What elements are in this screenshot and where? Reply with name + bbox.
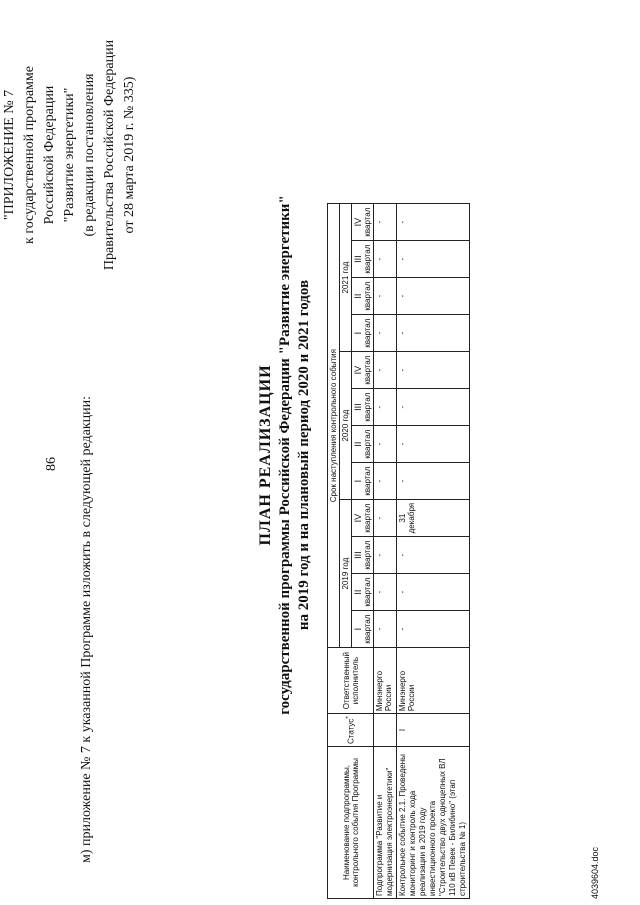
- quarter-number: III: [353, 403, 363, 411]
- quarter-number: IV: [353, 217, 363, 227]
- quarter-word: квартал: [363, 244, 372, 274]
- appendix-line: "Развитие энергетики": [62, 87, 77, 223]
- document-code: 4039604.doc: [590, 846, 600, 899]
- quarter-word: квартал: [363, 429, 372, 459]
- row-cell: -: [397, 241, 470, 278]
- quarter-number: III: [353, 551, 363, 559]
- table-row: [397, 204, 470, 899]
- quarter-word: квартал: [363, 355, 372, 385]
- row-name: Контрольное событие 2.1. Проведены мониторинг и контроль хода реализации в 2019 году инвестиционного проекта "Строительство двух одноцепных ВЛ 110 кВ Певек - Билибино" (этап строительства № 1): [397, 747, 470, 899]
- row-cell: -: [397, 389, 470, 426]
- header-quarter: [352, 278, 374, 315]
- row-cell: -: [397, 463, 470, 500]
- quarter-word: квартал: [363, 392, 372, 422]
- row-cell: -: [397, 611, 470, 648]
- header-quarter: [352, 611, 374, 648]
- plan-title: [256, 125, 314, 785]
- row-responsible: Минэнерго России: [374, 648, 397, 714]
- header-status: [328, 714, 374, 747]
- row-cell: -: [397, 574, 470, 611]
- header-quarter: [352, 426, 374, 463]
- header-name: Наименование подпрограммы, контрольного события Программы: [328, 747, 374, 899]
- appendix-header: [0, 5, 140, 305]
- row-cell: 31 декабря: [397, 500, 470, 537]
- row-cell: -: [374, 500, 397, 537]
- plan-table: [327, 203, 470, 899]
- row-status: I: [397, 714, 470, 747]
- plan-title-line3: на 2019 год и на плановый период 2020 и 2021 годов: [296, 279, 312, 631]
- row-responsible: Минэнерго России: [397, 648, 470, 714]
- row-cell: -: [374, 537, 397, 574]
- quarter-number: I: [353, 331, 363, 335]
- header-year-2020: 2020 год: [340, 352, 352, 500]
- quarter-word: квартал: [363, 281, 372, 311]
- quarter-word: квартал: [363, 614, 372, 644]
- appendix-line: к государственной программе: [22, 66, 37, 244]
- page-number: 86: [44, 457, 59, 471]
- row-cell: -: [374, 278, 397, 315]
- row-cell: -: [397, 537, 470, 574]
- quarter-number: II: [353, 441, 363, 447]
- quarter-word: квартал: [363, 503, 372, 533]
- header-quarter: [352, 241, 374, 278]
- header-responsible: Ответственный исполнитель: [328, 648, 374, 714]
- header-quarter: [352, 352, 374, 389]
- header-quarter: [352, 537, 374, 574]
- header-quarter: [352, 389, 374, 426]
- quarter-word: квартал: [363, 207, 372, 237]
- plan-title-line1: ПЛАН РЕАЛИЗАЦИИ: [257, 364, 274, 546]
- table-row: [374, 204, 397, 899]
- row-cell: -: [374, 463, 397, 500]
- header-status-mark: *: [345, 716, 353, 719]
- row-cell: -: [397, 204, 470, 241]
- row-cell: -: [397, 426, 470, 463]
- row-name: Подпрограмма "Развитие и модернизация электроэнергетики": [374, 747, 397, 899]
- header-quarter: [352, 204, 374, 241]
- header-quarter: [352, 574, 374, 611]
- row-cell: -: [374, 315, 397, 352]
- header-quarter: [352, 463, 374, 500]
- appendix-line: от 28 марта 2019 г. № 335): [122, 76, 137, 234]
- row-cell: -: [397, 352, 470, 389]
- header-year-2019: 2019 год: [340, 500, 352, 648]
- quarter-number: III: [353, 255, 363, 263]
- row-cell: -: [374, 352, 397, 389]
- header-year-2021: 2021 год: [340, 204, 352, 352]
- header-quarter: [352, 315, 374, 352]
- row-cell: -: [397, 278, 470, 315]
- quarter-word: квартал: [363, 318, 372, 348]
- row-cell: -: [374, 574, 397, 611]
- appendix-line: Российской Федерации: [42, 85, 57, 225]
- row-status: [374, 714, 397, 747]
- quarter-number: II: [353, 293, 363, 299]
- row-cell: -: [374, 426, 397, 463]
- quarter-number: IV: [353, 365, 363, 375]
- row-cell: -: [374, 204, 397, 241]
- row-cell: -: [374, 241, 397, 278]
- quarter-word: квартал: [363, 577, 372, 607]
- appendix-line: Правительства Российской Федерации: [102, 39, 117, 271]
- quarter-number: II: [353, 589, 363, 595]
- row-cell: -: [374, 611, 397, 648]
- quarter-number: IV: [353, 513, 363, 523]
- quarter-word: квартал: [363, 540, 372, 570]
- header-status-label: Статус: [346, 718, 356, 744]
- quarter-word: квартал: [363, 466, 372, 496]
- intro-line: м) приложение № 7 к указанной Программе изложить в следующей редакции:: [79, 396, 94, 863]
- row-cell: -: [397, 315, 470, 352]
- appendix-line: (в редакции постановления: [82, 73, 97, 237]
- header-deadline: Срок наступления контрольного события: [328, 204, 340, 648]
- appendix-line: "ПРИЛОЖЕНИЕ № 7: [2, 89, 17, 221]
- quarter-number: I: [353, 627, 363, 631]
- row-cell: -: [374, 389, 397, 426]
- plan-title-line2: государственной программы Российской Федерации "Развитие энергетики": [277, 195, 293, 715]
- header-quarter: [352, 500, 374, 537]
- quarter-number: I: [353, 479, 363, 483]
